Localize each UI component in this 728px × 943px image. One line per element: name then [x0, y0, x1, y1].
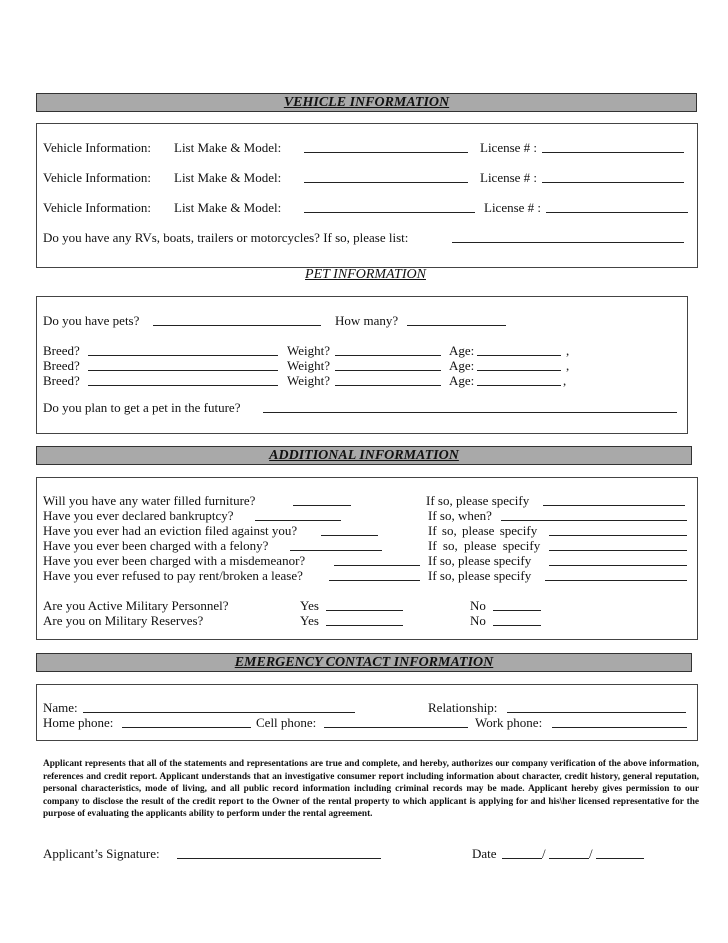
additional-section-header: ADDITIONAL INFORMATION: [36, 446, 692, 465]
q-water-furniture: Will you have any water filled furniture?: [43, 493, 256, 508]
disclaimer-text: Applicant represents that all of the statements and representations are true and complete, and hereby, authorizes our company verification of the above information, references and credit report. Applicant understands that an investigative consumer report including information about character, credit history, general reputation, personal characteristics, mode of living, and all public record information including criminal records may be made. Applicant hereby gives permission to our company to disclose the result of the credit report to the Owner of the rental property to which applicant is applying for and his\her licensed representative for the purpose of evaluating the applicants ability to perform under the rental agreement.: [43, 759, 699, 819]
date-year-field[interactable]: [596, 846, 644, 859]
age-label-1: Age:: [449, 343, 475, 358]
breed-label-3: Breed?: [43, 373, 80, 388]
f-eviction: If so, please specify: [428, 523, 538, 538]
breed-field-2[interactable]: [88, 358, 278, 371]
breed-field-1[interactable]: [88, 343, 278, 356]
weight-label-1: Weight?: [287, 343, 330, 358]
make-model-field-2[interactable]: [304, 170, 468, 183]
age-label-3: Age:: [449, 373, 475, 388]
weight-field-3[interactable]: [335, 373, 441, 386]
ec-home-phone-field[interactable]: [122, 715, 251, 728]
have-pets-label: Do you have pets?: [43, 313, 140, 328]
q-felony-field[interactable]: [290, 538, 382, 551]
license-field-1[interactable]: [542, 140, 684, 153]
weight-label-3: Weight?: [287, 373, 330, 388]
make-model-label-1: List Make & Model:: [174, 140, 282, 155]
weight-label-2: Weight?: [287, 358, 330, 373]
f-felony: If so, please specify: [428, 538, 541, 553]
vehicle-label-3: Vehicle Information:: [43, 200, 151, 215]
military-reserves-yes-field[interactable]: [326, 613, 403, 626]
f-bankruptcy-field[interactable]: [501, 508, 687, 521]
f-felony-field[interactable]: [549, 538, 687, 551]
q-refused-rent: Have you ever refused to pay rent/broken a lease?: [43, 568, 303, 583]
military-reserves-no-field[interactable]: [493, 613, 541, 626]
q-military-reserves: Are you on Military Reserves?: [43, 613, 204, 628]
date-day-field[interactable]: [549, 846, 589, 859]
active-military-yes-label: Yes: [300, 598, 319, 613]
active-military-yes-field[interactable]: [326, 598, 403, 611]
emergency-section-header: EMERGENCY CONTACT INFORMATION: [36, 653, 692, 672]
make-model-label-3: List Make & Model:: [174, 200, 282, 215]
q-eviction: Have you ever had an eviction filed against you?: [43, 523, 298, 538]
f-refused-rent-field[interactable]: [545, 568, 687, 581]
ec-name-field[interactable]: [83, 700, 355, 713]
military-reserves-no-label: No: [470, 613, 486, 628]
ec-cell-phone-field[interactable]: [324, 715, 468, 728]
q-bankruptcy: Have you ever declared bankruptcy?: [43, 508, 234, 523]
f-misdemeanor-field[interactable]: [549, 553, 687, 566]
f-eviction-field[interactable]: [549, 523, 687, 536]
ec-relationship-field[interactable]: [507, 700, 686, 713]
age-field-1[interactable]: [477, 343, 561, 356]
q-bankruptcy-field[interactable]: [255, 508, 341, 521]
pet-sep-2: ,: [566, 358, 570, 373]
f-refused-rent: If so, please specify: [428, 568, 532, 583]
q-felony: Have you ever been charged with a felony?: [43, 538, 269, 553]
ec-relationship-label: Relationship:: [428, 700, 498, 715]
ec-work-phone-label: Work phone:: [475, 715, 543, 730]
active-military-no-label: No: [470, 598, 486, 613]
breed-label-1: Breed?: [43, 343, 80, 358]
pet-future-field[interactable]: [263, 400, 677, 413]
active-military-no-field[interactable]: [493, 598, 541, 611]
date-slash-1: /: [542, 846, 546, 861]
pet-sep-1: ,: [566, 343, 570, 358]
q-misdemeanor-field[interactable]: [334, 553, 420, 566]
age-label-2: Age:: [449, 358, 475, 373]
weight-field-2[interactable]: [335, 358, 441, 371]
license-label-3: License # :: [484, 200, 542, 215]
breed-label-2: Breed?: [43, 358, 80, 373]
vehicle-label-1: Vehicle Information:: [43, 140, 151, 155]
how-many-label: How many?: [335, 313, 399, 328]
q-refused-rent-field[interactable]: [329, 568, 420, 581]
make-model-field-3[interactable]: [304, 200, 475, 213]
pet-future-label: Do you plan to get a pet in the future?: [43, 400, 241, 415]
q-active-military: Are you Active Military Personnel?: [43, 598, 229, 613]
weight-field-1[interactable]: [335, 343, 441, 356]
military-reserves-yes-label: Yes: [300, 613, 319, 628]
age-field-2[interactable]: [477, 358, 561, 371]
ec-cell-phone-label: Cell phone:: [256, 715, 317, 730]
how-many-field[interactable]: [407, 313, 506, 326]
f-water-furniture-field[interactable]: [543, 493, 685, 506]
date-label: Date: [472, 846, 497, 861]
pet-sep-3: ,: [563, 373, 567, 388]
license-label-1: License # :: [480, 140, 538, 155]
f-bankruptcy: If so, when?: [428, 508, 492, 523]
signature-field[interactable]: [177, 846, 381, 859]
ec-work-phone-field[interactable]: [552, 715, 687, 728]
q-misdemeanor: Have you ever been charged with a misdemeanor?: [43, 553, 306, 568]
vehicle-label-2: Vehicle Information:: [43, 170, 151, 185]
date-month-field[interactable]: [502, 846, 542, 859]
pet-section-header: PET INFORMATION: [305, 267, 426, 282]
license-field-2[interactable]: [542, 170, 684, 183]
date-slash-2: /: [589, 846, 593, 861]
ec-home-phone-label: Home phone:: [43, 715, 114, 730]
rv-question: Do you have any RVs, boats, trailers or motorcycles? If so, please list:: [43, 230, 409, 245]
breed-field-3[interactable]: [88, 373, 278, 386]
f-misdemeanor: If so, please specify: [428, 553, 532, 568]
have-pets-field[interactable]: [153, 313, 321, 326]
f-water-furniture: If so, please specify: [426, 493, 530, 508]
rv-field[interactable]: [452, 230, 684, 243]
make-model-field-1[interactable]: [304, 140, 468, 153]
q-eviction-field[interactable]: [321, 523, 378, 536]
ec-name-label: Name:: [43, 700, 78, 715]
q-water-furniture-field[interactable]: [293, 493, 351, 506]
make-model-label-2: List Make & Model:: [174, 170, 282, 185]
license-field-3[interactable]: [546, 200, 688, 213]
license-label-2: License # :: [480, 170, 538, 185]
signature-label: Applicant’s Signature:: [43, 846, 160, 861]
vehicle-section-header: VEHICLE INFORMATION: [36, 93, 697, 112]
age-field-3[interactable]: [477, 373, 561, 386]
